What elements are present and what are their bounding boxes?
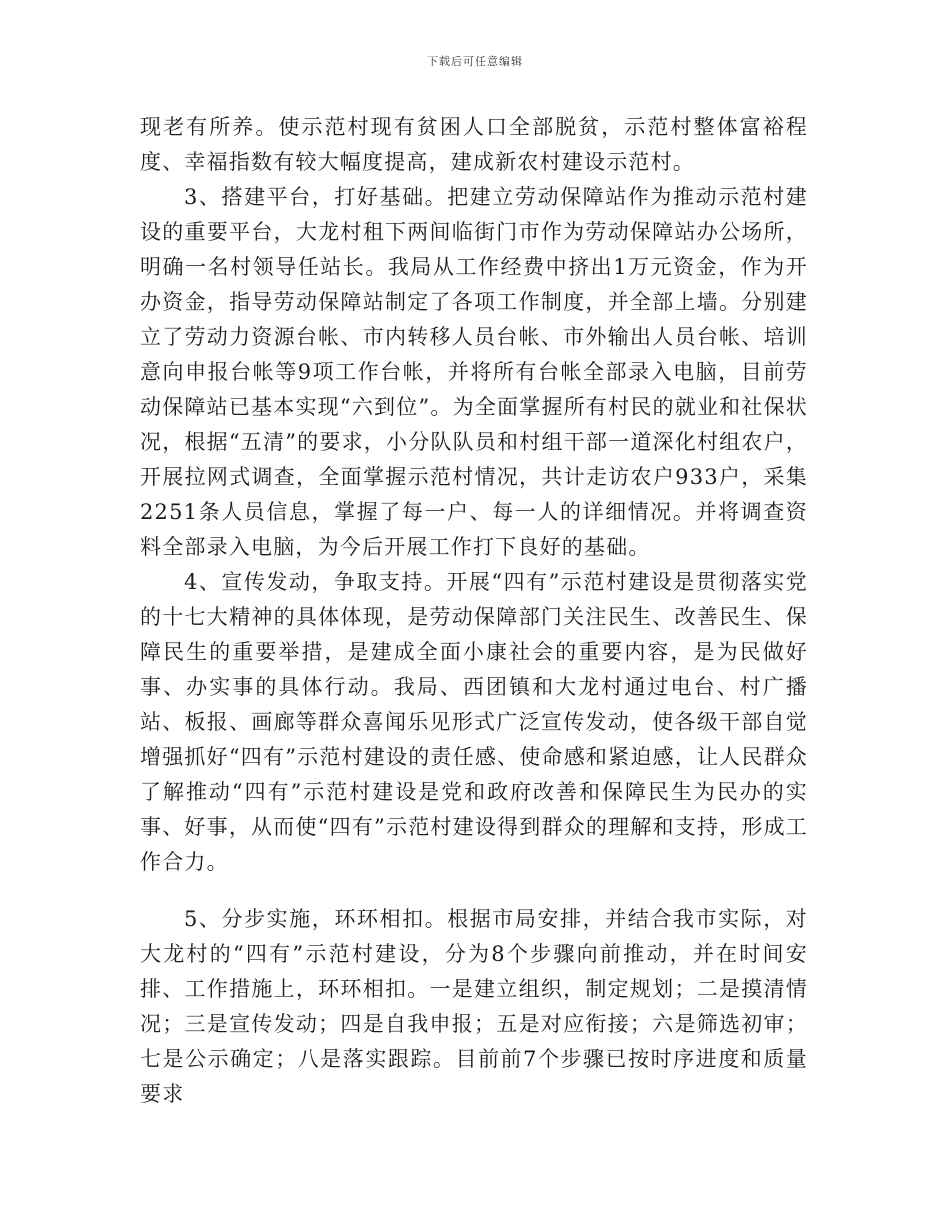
paragraph-item-5: 5、分步实施，环环相扣。根据市局安排，并结合我市实际，对大龙村的“四有”示范村建设，分为8个步骤向前推动，并在时间安排、工作措施上，环环相扣。一是建立组织，制定规划；二是摸清情况；三是宣传发动；四是自我申报；五是对应衔接；六是筛选初审；七是公示确定；八是落实跟踪。目前前7个步骤已按时序进度和质量要求 (140, 907, 808, 1106)
document-body (140, 110, 808, 1112)
paragraph-item-4: 4、宣传发动，争取支持。开展“四有”示范村建设是贯彻落实党的十七大精神的具体体现，是劳动保障部门关注民生、改善民生、保障民生的重要举措，是建成全面小康社会的重要内容，是为民做好事、办实事的具体行动。我局、西团镇和大龙村通过电台、村广播站、板报、画廊等群众喜闻乐见形式广泛宣传发动，使各级干部自觉增强抓好“四有”示范村建设的责任感、使命感和紧迫感，让人民群众了解推动“四有”示范村建设是党和政府改善和保障民生为民办的实事、好事，从而使“四有”示范村建设得到群众的理解和支持，形成工作合力。 (140, 570, 808, 874)
paragraph-intro: 现老有所养。使示范村现有贫困人口全部脱贫，示范村整体富裕程度、幸福指数有较大幅度提高，建成新农村建设示范村。 (140, 115, 808, 174)
page-header-note: 下载后可任意编辑 (427, 55, 523, 68)
paragraph-item-3: 3、搭建平台，打好基础。把建立劳动保障站作为推动示范村建设的重要平台，大龙村租下两间临街门市作为劳动保障站办公场所，明确一名村领导任站长。我局从工作经费中挤出1万元资金，作为开办资金，指导劳动保障站制定了各项工作制度，并全部上墙。分别建立了劳动力资源台帐、市内转移人员台帐、市外输出人员台帐、培训意向申报台帐等9项工作台帐，并将所有台帐全部录入电脑，目前劳动保障站已基本实现“六到位”。为全面掌握所有村民的就业和社保状况，根据“五清”的要求，小分队队员和村组干部一道深化村组农户，开展拉网式调查，全面掌握示范村情况，共计走访农户933户，采集2251条人员信息，掌握了每一户、每一人的详细情况。并将调查资料全部录入电脑，为今后开展工作打下良好的基础。 (140, 185, 808, 559)
